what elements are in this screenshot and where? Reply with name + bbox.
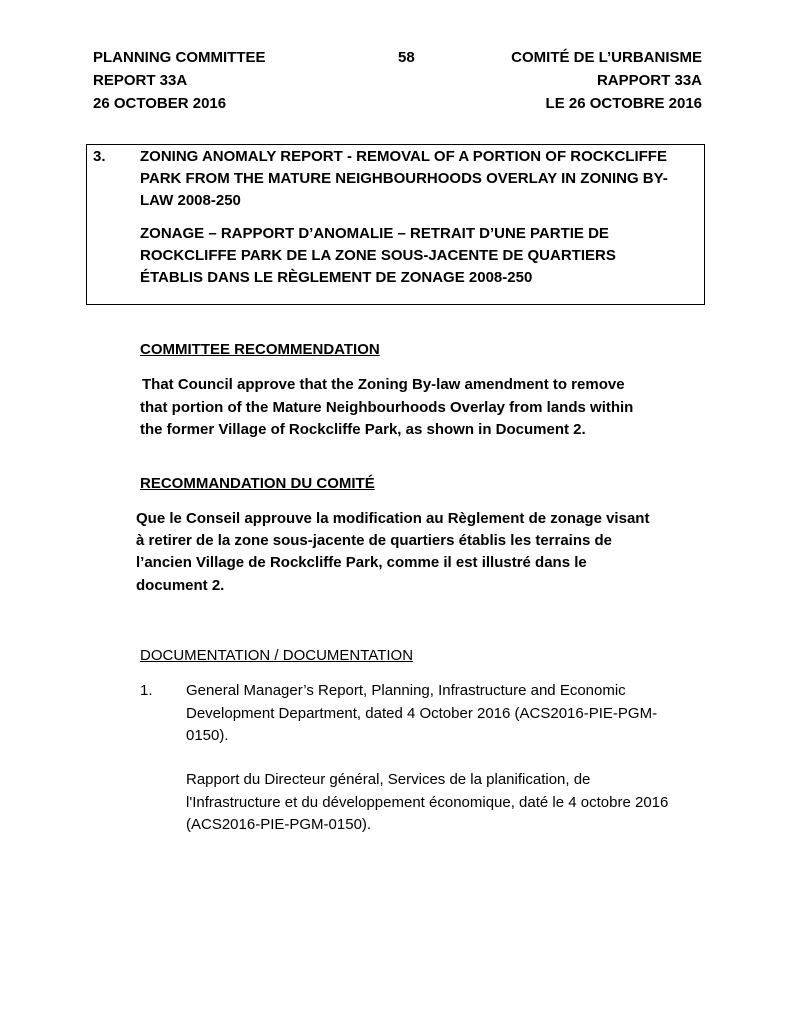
committee-name-en: PLANNING COMMITTEE	[93, 49, 266, 66]
report-number-en: REPORT 33A	[93, 72, 188, 89]
meeting-date-en: 26 OCTOBER 2016	[93, 95, 227, 112]
header-left	[93, 46, 266, 115]
item-title-fr-line-3: ÉTABLIS DANS LE RÈGLEMENT DE ZONAGE 2008-250	[140, 269, 533, 286]
documentation-heading: DOCUMENTATION / DOCUMENTATION	[140, 647, 414, 664]
item-title-en-line-2: PARK FROM THE MATURE NEIGHBOURHOODS OVERLAY IN ZONING BY-	[140, 170, 668, 187]
item-title-en-line-3: LAW 2008-250	[140, 192, 241, 209]
header-right	[511, 46, 702, 115]
documentation-item-fr-line-1: Rapport du Directeur général, Services de la planification, de	[186, 771, 591, 788]
page-number: 58	[398, 49, 415, 66]
recommendation-text-en-line-3: the former Village of Rockcliffe Park, as shown in Document 2.	[140, 421, 586, 438]
report-number-fr: RAPPORT 33A	[596, 72, 702, 89]
recommendation-text-fr-line-4: document 2.	[136, 577, 225, 594]
recommendation-text-en-line-1: That Council approve that the Zoning By-law amendment to remove	[142, 376, 625, 393]
recommendation-text-fr-line-2: à retirer de la zone sous-jacente de quartiers établis les terrains de	[136, 532, 613, 549]
recommendation-text-fr-line-1: Que le Conseil approuve la modification au Règlement de zonage visant	[136, 510, 650, 527]
item-title-fr-line-1: ZONAGE – RAPPORT D’ANOMALIE – RETRAIT D’UNE PARTIE DE	[140, 225, 609, 242]
documentation-item-fr-line-2: l'Infrastructure et du développement économique, daté le 4 octobre 2016	[186, 794, 669, 811]
meeting-date-fr: LE 26 OCTOBRE 2016	[545, 95, 702, 112]
documentation-item-en-line-2: Development Department, dated 4 October 2016 (ACS2016-PIE-PGM-	[186, 705, 658, 722]
committee-name-fr: COMITÉ DE L’URBANISME	[511, 49, 702, 66]
documentation-item-fr-line-3: (ACS2016-PIE-PGM-0150).	[186, 816, 372, 833]
recommendation-heading-fr: RECOMMANDATION DU COMITÉ	[140, 475, 375, 492]
recommendation-text-en-line-2: that portion of the Mature Neighbourhoods Overlay from lands within	[140, 399, 634, 416]
recommendation-text-fr-line-3: l’ancien Village de Rockcliffe Park, comme il est illustré dans le	[136, 554, 587, 571]
recommendation-heading-en: COMMITTEE RECOMMENDATION	[140, 341, 380, 358]
documentation-item-number: 1.	[140, 682, 153, 699]
documentation-item-en-line-3: 0150).	[186, 727, 229, 744]
documentation-item-en-line-1: General Manager’s Report, Planning, Infrastructure and Economic	[186, 682, 626, 699]
item-number: 3.	[93, 148, 106, 165]
item-title-fr-line-2: ROCKCLIFFE PARK DE LA ZONE SOUS-JACENTE DE QUARTIERS	[140, 247, 616, 264]
item-title-en-line-1: ZONING ANOMALY REPORT - REMOVAL OF A PORTION OF ROCKCLIFFE	[140, 148, 667, 165]
